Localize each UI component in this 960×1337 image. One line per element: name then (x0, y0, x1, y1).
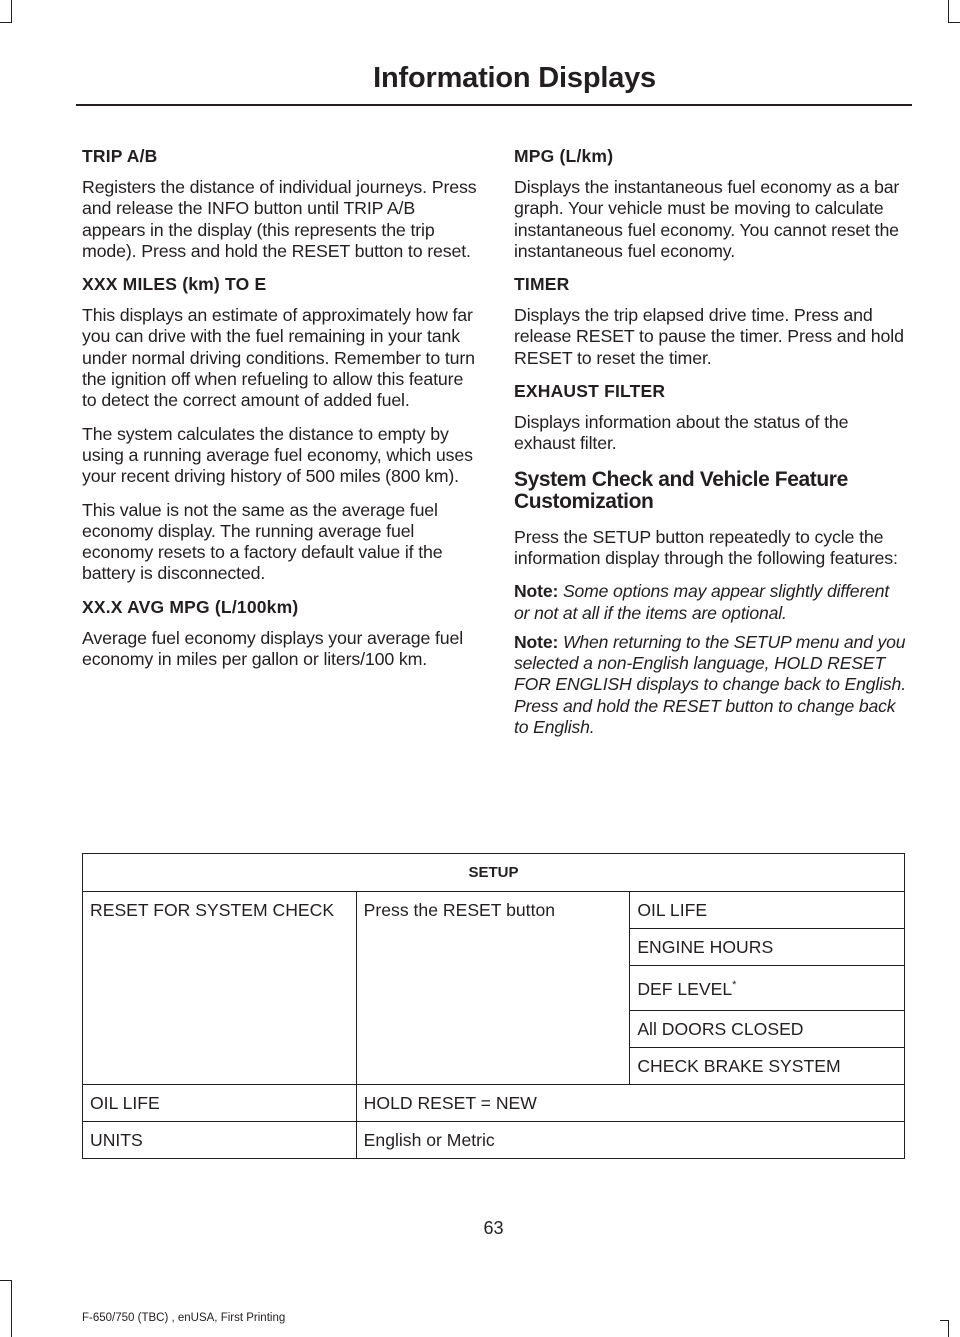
table-title: SETUP (83, 854, 905, 892)
table-cell-oil-life-label: OIL LIFE (83, 1085, 357, 1122)
mpg-text: Displays the instantaneous fuel economy as a bar graph. Your vehicle must be moving to calculate instantaneous fuel economy. You cannot reset the instantaneous fuel economy. (514, 177, 900, 261)
page-number: 63 (483, 1218, 504, 1238)
table-cell-hold-reset: HOLD RESET = NEW (356, 1085, 904, 1122)
exhaust-text: Displays information about the status of the exhaust filter. (514, 412, 849, 454)
table-cell-def-level (630, 966, 905, 1011)
crop-mark-top-left-v (11, 0, 12, 23)
timer-text: Displays the trip elapsed drive time. Press and release RESET to pause the timer. Press and hold RESET to reset the timer. (514, 305, 904, 368)
dte-text-3: This value is not the same as the average fuel economy display. The running average fuel economy resets to a factory default value if the battery is disconnected. (82, 499, 443, 584)
table-cell-engine-hours: ENGINE HOURS (630, 929, 905, 966)
header-rule (76, 104, 912, 106)
table-cell-units-label: UNITS (83, 1122, 357, 1159)
table-row (83, 1085, 905, 1122)
def-level-label: DEF LEVEL (637, 979, 733, 999)
heading-average-mpg: XX.X AVG MPG (L/100km) (82, 596, 299, 617)
table-cell-press-reset: Press the RESET button (356, 892, 630, 1085)
note-label: Note: (514, 631, 559, 652)
crop-mark-top-left-h (0, 22, 12, 23)
left-column (82, 146, 479, 682)
table-cell-units-value: English or Metric (356, 1122, 904, 1159)
crop-mark-top-right-v (948, 0, 949, 23)
table-row (83, 892, 905, 929)
crop-mark-bottom-right-h (940, 1320, 949, 1321)
crop-mark-bottom-left-v (11, 1280, 12, 1337)
avg-text: Average fuel economy displays your average fuel economy in miles per gallon or liters/100 km. (82, 627, 464, 670)
heading-system-check: System Check and Vehicle Feature Customization (514, 467, 848, 513)
table-header-row (83, 854, 905, 892)
heading-distance-to-empty: XXX MILES (km) TO E (82, 274, 267, 295)
crop-mark-top-right-h (948, 22, 960, 23)
heading-trip: TRIP A/B (82, 146, 158, 166)
table-cell-check-brake: CHECK BRAKE SYSTEM (630, 1048, 905, 1085)
note-language (514, 632, 909, 738)
footnote-mark: * (732, 979, 737, 992)
table-cell-doors-closed: All DOORS CLOSED (630, 1011, 905, 1048)
heading-timer: TIMER (514, 274, 570, 295)
crop-mark-bottom-left-h (0, 1280, 12, 1281)
heading-mpg: MPG (L/km) (514, 146, 614, 166)
note-text: Some options may appear slightly different or not at all if the items are optional. (514, 581, 890, 623)
right-column (514, 146, 909, 746)
crop-mark-bottom-right-v (948, 1320, 949, 1337)
note-optional (514, 581, 909, 624)
trip-text: Registers the distance of individual journeys. Press and release the INFO button until TRIP A/B appears in the display (this represents the trip mode). Press and hold the RESET button to reset. (82, 177, 477, 261)
page-title: Information Displays (373, 62, 656, 94)
dte-text-2: The system calculates the distance to empty by using a running average fuel economy, which uses your recent driving history of 500 miles (800 km). (82, 423, 473, 487)
table-cell-reset-system-check: RESET FOR SYSTEM CHECK (83, 892, 357, 1085)
print-info: F-650/750 (TBC) , enUSA, First Printing (82, 1312, 286, 1324)
table-cell-oil-life: OIL LIFE (630, 892, 905, 929)
note-text: When returning to the SETUP menu and you selected a non-English language, HOLD RESET FOR ENGLISH displays to change back to English. Press and hold the RESET button to change back to English. (514, 631, 906, 738)
dte-text-1: This displays an estimate of approximately how far you can drive with the fuel remaining in your tank under normal driving conditions. Remember to turn the ignition off when refueling to allow this feature to detect the correct amount of added fuel. (82, 305, 475, 411)
system-check-text: Press the SETUP button repeatedly to cycle the information display through the following features: (514, 526, 898, 568)
setup-table (82, 853, 905, 1159)
heading-exhaust-filter: EXHAUST FILTER (514, 381, 666, 402)
table-row (83, 1122, 905, 1159)
note-label: Note: (514, 581, 559, 602)
